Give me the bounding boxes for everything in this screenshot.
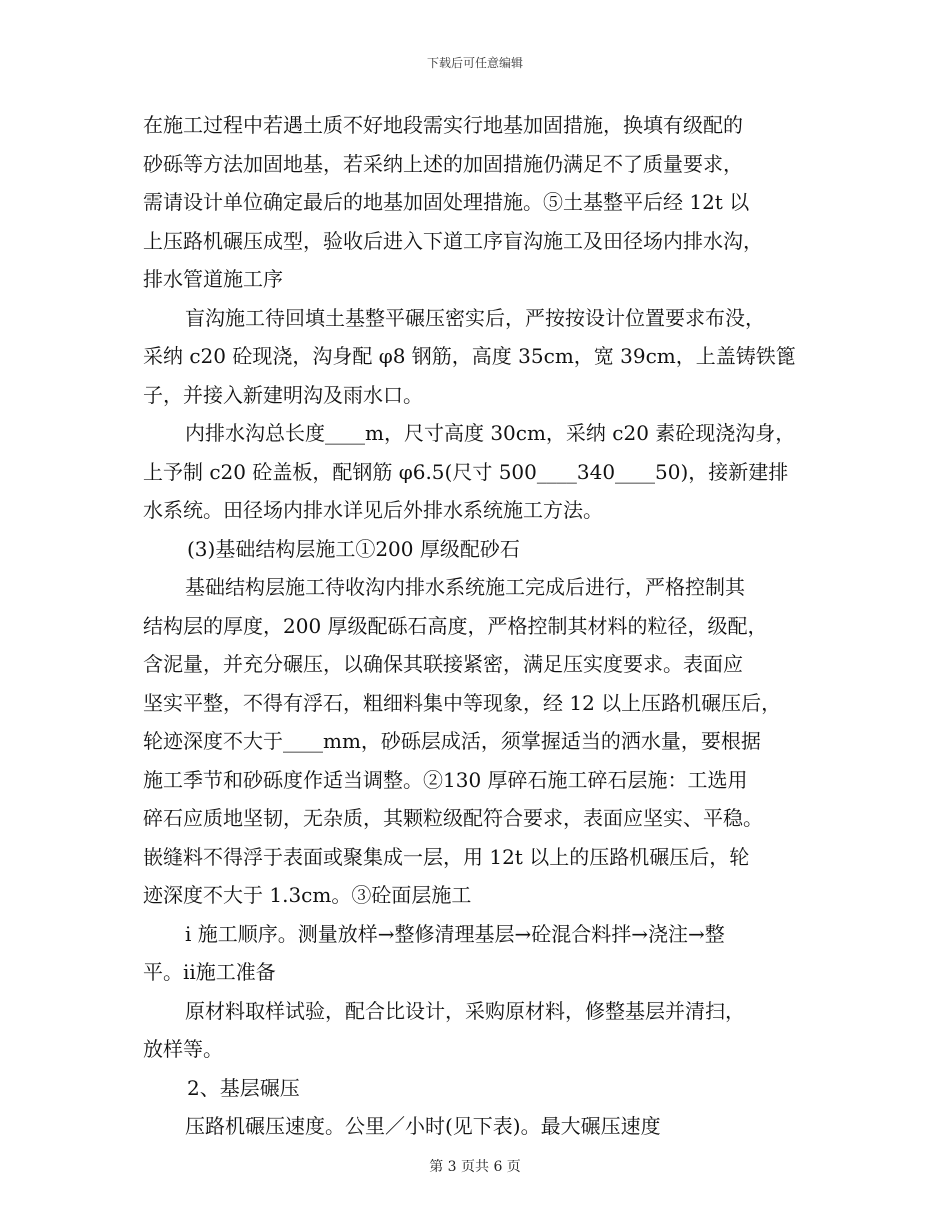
paragraph-start-line: 盲沟施工待回填土基整平碾压密实后，严按按设计位置要求布没， — [185, 305, 765, 330]
paragraph-start-line: 内排水沟总长度____m，尺寸高度 30cm，采纳 c20 素砼现浇沟身， — [185, 421, 796, 445]
paragraph-start-line: 原材料取样试验，配合比设计，采购原材料，修整基层并清扫， — [185, 998, 745, 1023]
text-line: 施工季节和砂砾度作适当调整。②130 厚碎石施工碎石层施：工选用 — [143, 767, 748, 792]
paragraph-start-line: 压路机碾压速度。公里／小时(见下表)。最大碾压速度 — [185, 1114, 661, 1138]
text-line: 需请设计单位确定最后的地基加固处理措施。⑤土基整平后经 12t 以 — [143, 190, 750, 214]
text-line: 放样等。 — [143, 1037, 223, 1061]
page-header-note: 下载后可任意编辑 — [426, 56, 523, 70]
text-line: 排水管道施工序 — [143, 267, 283, 291]
text-line: 在施工过程中若遇土质不好地段需实行地基加固措施，换填有级配的 — [143, 113, 743, 137]
text-line: 采纳 c20 砼现浇，沟身配 φ8 钢筋，高度 35cm，宽 39cm，上盖铸铁篦 — [143, 344, 796, 368]
text-line: 子，并接入新建明沟及雨水口。 — [143, 382, 423, 407]
text-line: 上压路机碾压成型，验收后进入下道工序盲沟施工及田径场内排水沟， — [143, 228, 763, 253]
text-line: 含泥量，并充分碾压，以确保其联接紧密，满足压实度要求。表面应 — [143, 652, 743, 676]
document-body — [143, 106, 823, 1146]
text-line: 上予制 c20 砼盖板，配钢筋 φ6.5(尺寸 500____340____50)，接新建排 — [143, 459, 789, 484]
section-heading: 2、基层碾压 — [187, 1075, 300, 1100]
text-line: 平。ⅱ施工准备 — [143, 960, 276, 984]
text-line: 轮迹深度不大于____mm，砂砾层成活，须掌握适当的洒水量，要根据 — [143, 729, 761, 753]
text-line: 水系统。田径场内排水详见后外排水系统施工方法。 — [143, 498, 603, 522]
paragraph-start-line: ⅰ 施工顺序。测量放样→整修清理基层→砼混合料拌→浇注→整 — [185, 921, 725, 946]
text-line: 嵌缝料不得浮于表面或聚集成一层，用 12t 以上的压路机碾压后，轮 — [143, 844, 750, 869]
text-line: 结构层的厚度，200 厚级配砾石高度，严格控制其材料的粒径，级配， — [143, 613, 768, 638]
text-line: 砂砾等方法加固地基，若采纳上述的加固措施仍满足不了质量要求， — [143, 151, 743, 176]
section-heading: (3)基础结构层施工①200 厚级配砂石 — [187, 536, 520, 561]
text-line: 迹深度不大于 1.3cm。③砼面层施工 — [143, 883, 472, 907]
text-line: 坚实平整，不得有浮石，粗细料集中等现象，经 12 以上压路机碾压后， — [143, 690, 782, 715]
page-number: 第 3 页共 6 页 — [429, 1159, 521, 1175]
paragraph-start-line: 基础结构层施工待收沟内排水系统施工完成后进行，严格控制其 — [185, 575, 745, 599]
text-line: 碎石应质地坚韧，无杂质，其颗粒级配符合要求，表面应坚实、平稳。 — [143, 806, 763, 830]
